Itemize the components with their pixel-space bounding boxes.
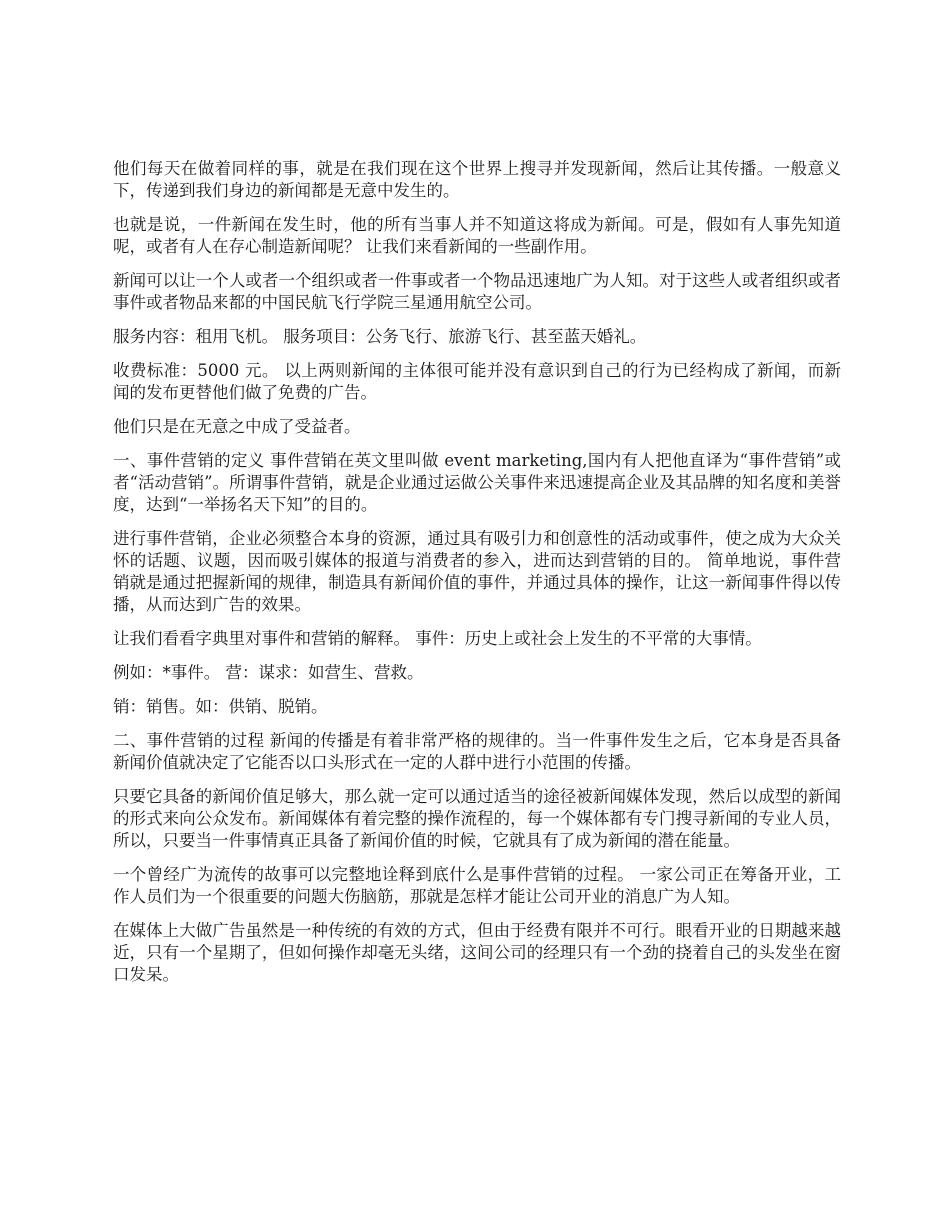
paragraph: 也就是说，一件新闻在发生时，他的所有当事人并不知道这将成为新闻。可是，假如有人事先知道呢，或者有人在存心制造新闻呢？ 让我们来看新闻的一些副作用。 [113, 215, 841, 256]
paragraph: 一个曾经广为流传的故事可以完整地诠释到底什么是事件营销的过程。 一家公司正在筹备开业，工作人员们为一个很重要的问题大伤脑筋，那就是怎样才能让公司开业的消息广为人知。 [113, 865, 841, 906]
paragraph: 二、事件营销的过程 新闻的传播是有着非常严格的规律的。当一件事件发生之后，它本身是否具备新闻价值就决定了它能否以口头形式在一定的人群中进行小范围的传播。 [113, 731, 841, 772]
paragraph: 他们每天在做着同样的事，就是在我们现在这个世界上搜寻并发现新闻，然后让其传播。一般意义下，传递到我们身边的新闻都是无意中发生的。 [113, 159, 841, 200]
paragraph: 服务内容：租用飞机。 服务项目：公务飞行、旅游飞行、甚至蓝天婚礼。 [113, 327, 647, 346]
document-page [113, 158, 841, 998]
paragraph: 进行事件营销，企业必须整合本身的资源，通过具有吸引力和创意性的活动或事件，使之成为大众关怀的话题、议题，因而吸引媒体的报道与消费者的参入，进而达到营销的目的。 简单地说，事件营销就是通过把握新闻的规律，制造具有新闻价值的事件，并通过具体的操作，让这一新闻事件得以传播，从而达到广告的效果。 [113, 529, 841, 614]
paragraph: 让我们看看字典里对事件和营销的解释。 事件：历史上或社会上发生的不平常的大事情。 [113, 629, 762, 648]
paragraph: 只要它具备的新闻价值足够大，那么就一定可以通过适当的途径被新闻媒体发现，然后以成型的新闻的形式来向公众发布。新闻媒体有着完整的操作流程的，每一个媒体都有专门搜寻新闻的专业人员，所以，只要当一件事情真正具备了新闻价值的时候，它就具有了成为新闻的潜在能量。 [113, 787, 841, 850]
paragraph: 他们只是在无意之中成了受益者。 [113, 417, 361, 436]
paragraph: 在媒体上大做广告虽然是一种传统的有效的方式，但由于经费有限并不可行。眼看开业的日期越来越近，只有一个星期了，但如何操作却毫无头绪，这间公司的经理只有一个劲的挠着自己的头发坐在窗口发呆。 [113, 921, 841, 984]
paragraph: 销：销售。如：供销、脱销。 [113, 697, 328, 716]
paragraph: 新闻可以让一个人或者一个组织或者一件事或者一个物品迅速地广为人知。对于这些人或者组织或者事件或者物品来都的中国民航飞行学院三星通用航空公司。 [113, 271, 841, 312]
paragraph: 例如：*事件。 营：谋求：如营生、营救。 [113, 663, 424, 682]
paragraph: 一、事件营销的定义 事件营销在英文里叫做 event marketing,国内有人把他直译为“事件营销”或者“活动营销”。所谓事件营销，就是企业通过运做公关事件来迅速提高企业及其品牌的知名度和美誉度，达到“一举扬名天下知”的目的。 [113, 451, 841, 514]
paragraph: 收费标准：5000 元。 以上两则新闻的主体很可能并没有意识到自己的行为已经构成了新闻，而新闻的发布更替他们做了免费的广告。 [113, 361, 841, 402]
